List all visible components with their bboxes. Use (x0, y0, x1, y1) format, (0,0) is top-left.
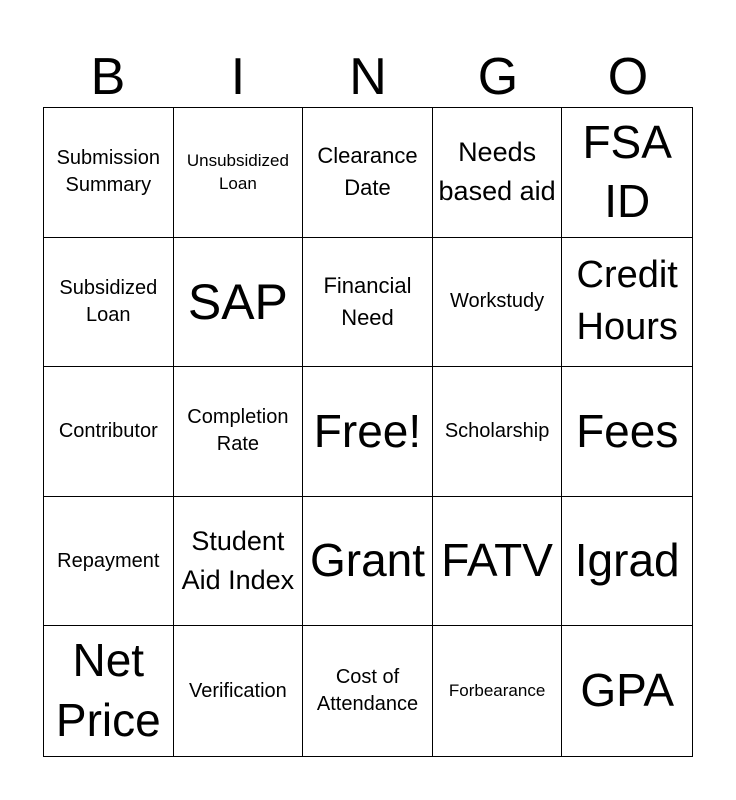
bingo-cell-label: Verification (188, 679, 287, 702)
bingo-cell-label: Cost of Attendance (316, 666, 419, 716)
header-letter-b: B (90, 48, 126, 106)
bingo-board (43, 107, 693, 757)
bingo-cell[interactable] (174, 497, 304, 627)
bingo-cell[interactable] (303, 497, 433, 627)
bingo-cell[interactable] (433, 367, 563, 497)
bingo-cell[interactable] (433, 497, 563, 627)
bingo-cell-label: Igrad (574, 534, 680, 587)
bingo-cell-label: Credit Hours (576, 254, 678, 348)
bingo-cell[interactable] (44, 497, 174, 627)
bingo-cell[interactable] (44, 626, 174, 756)
bingo-cell[interactable] (44, 108, 174, 238)
bingo-cell-label: Contributor (58, 419, 158, 442)
bingo-cell-label: Subsidized Loan (59, 276, 158, 326)
bingo-cell[interactable] (433, 238, 563, 368)
bingo-cell-label: Forbearance (448, 681, 546, 701)
header-letter-o: O (607, 48, 649, 106)
bingo-cell-label: Needs based aid (438, 137, 556, 207)
bingo-cell-label: GPA (580, 664, 675, 717)
bingo-cell[interactable] (562, 497, 692, 627)
bingo-cell[interactable] (44, 367, 174, 497)
bingo-cell-label: SAP (187, 273, 288, 330)
bingo-cell[interactable] (44, 238, 174, 368)
bingo-cell-label: Submission Summary (56, 147, 160, 197)
header-letter-i: I (230, 48, 246, 106)
bingo-cell-label: Clearance Date (317, 143, 418, 201)
bingo-cell[interactable] (174, 238, 304, 368)
header-letter-g: G (477, 48, 519, 106)
bingo-cell[interactable] (303, 626, 433, 756)
bingo-cell-label: Grant (309, 534, 426, 587)
bingo-cell[interactable] (433, 626, 563, 756)
bingo-cell[interactable] (562, 626, 692, 756)
bingo-cell-label: Net Price (55, 634, 161, 747)
bingo-cell-label: FSA ID (582, 115, 672, 228)
bingo-cell-label: Financial Need (323, 273, 412, 330)
bingo-cell-label: Free! (313, 404, 422, 457)
bingo-cell[interactable] (562, 238, 692, 368)
bingo-cell[interactable] (303, 108, 433, 238)
bingo-cell-label: Unsubsidized Loan (186, 150, 289, 194)
bingo-cell[interactable] (303, 367, 433, 497)
bingo-cell-label: Completion Rate (187, 406, 289, 456)
bingo-cell-label: Fees (576, 404, 679, 457)
bingo-cell[interactable] (174, 367, 304, 497)
bingo-cell-label: Scholarship (444, 419, 550, 442)
bingo-header (43, 46, 693, 108)
bingo-cell-label: Workstudy (450, 290, 545, 313)
bingo-cell[interactable] (562, 108, 692, 238)
bingo-cell-label: FATV (441, 534, 553, 587)
bingo-cell[interactable] (174, 108, 304, 238)
bingo-cell[interactable] (562, 367, 692, 497)
header-letter-n: N (349, 48, 387, 106)
bingo-cell-label: Repayment (57, 549, 160, 572)
bingo-cell-label: Student Aid Index (181, 525, 295, 596)
bingo-cell[interactable] (303, 238, 433, 368)
bingo-cell[interactable] (174, 626, 304, 756)
bingo-cell[interactable] (433, 108, 563, 238)
